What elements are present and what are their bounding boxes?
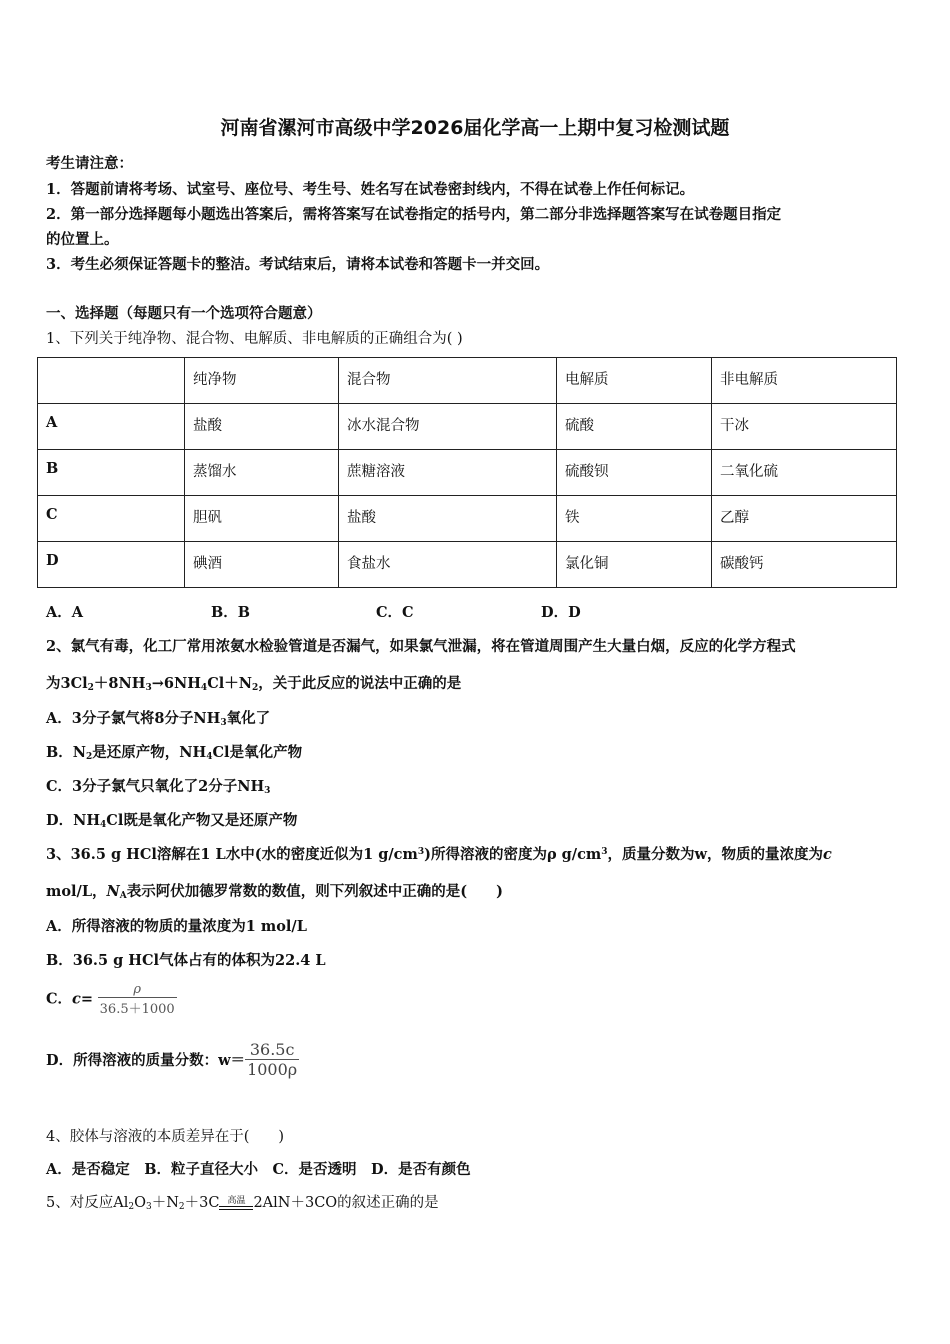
option-text: D．NH <box>46 812 101 829</box>
q1-option-b: B．B <box>211 604 251 621</box>
q3-option-c <box>46 982 177 1017</box>
option-text: C． <box>46 990 73 1008</box>
table-row <box>38 450 897 496</box>
fraction-numerator: 36.5c <box>245 1040 299 1060</box>
stem-text: ＋N <box>151 1195 179 1211</box>
table-cell: 盐酸 <box>339 496 557 542</box>
eq-text: ，关于此反应的说法中正确的是 <box>258 675 462 692</box>
table-cell: D <box>38 542 185 588</box>
option-text: = <box>80 990 94 1008</box>
table-cell: 胆矾 <box>185 496 339 542</box>
eq-sub: 3 <box>145 683 152 693</box>
page-title: 河南省漯河市高级中学2026届化学高一上期中复习检测试题 <box>220 117 730 139</box>
eq-sub: 2 <box>252 683 259 693</box>
stem-text: 3、36.5 g HCl溶解在1 L水中(水的密度近似为1 g/cm <box>46 846 418 863</box>
table-cell: 冰水混合物 <box>339 404 557 450</box>
stem-sub: 2 <box>178 1202 185 1212</box>
table-cell: 硫酸 <box>557 404 712 450</box>
table-header-cell: 电解质 <box>557 358 712 404</box>
q5-stem <box>46 1191 439 1212</box>
stem-sup: 3 <box>417 847 425 857</box>
table-cell: 蔗糖溶液 <box>339 450 557 496</box>
table-header-cell: 混合物 <box>339 358 557 404</box>
table-cell: 食盐水 <box>339 542 557 588</box>
reaction-condition <box>219 1196 253 1210</box>
q2-option-b <box>46 741 302 762</box>
table-header-cell: 非电解质 <box>712 358 897 404</box>
table-cell <box>38 358 185 404</box>
stem-text: )所得溶液的密度为ρ g/cm <box>424 846 602 863</box>
notice-item-3: 3．考生必须保证答题卡的整洁。考试结束后，请将本试卷和答题卡一并交回。 <box>46 256 550 273</box>
table-cell: 乙醇 <box>712 496 897 542</box>
equals-bar <box>219 1206 253 1210</box>
eq-text: ＋8NH <box>93 675 146 692</box>
eq-text: 为3Cl <box>46 675 88 692</box>
stem-sub: 2 <box>128 1202 135 1212</box>
condition-label: 高温 <box>227 1196 246 1206</box>
notice-item-1: 1．答题前请将考场、试室号、座位号、考生号、姓名写在试卷密封线内，不得在试卷上作任何标记。 <box>46 181 695 198</box>
stem-var: N <box>106 883 120 900</box>
table-header-cell: 纯净物 <box>185 358 339 404</box>
q2-option-d <box>46 809 297 830</box>
q1-option-d: D．D <box>541 604 581 621</box>
stem-text: 2AlN＋3CO的叙述正确的是 <box>253 1195 439 1211</box>
option-text: A．3分子氯气将8分子NH <box>46 710 221 727</box>
stem-sub: A <box>119 891 127 901</box>
eq-text: →6NH <box>151 675 201 692</box>
fraction <box>245 1040 299 1079</box>
table-cell: 硫酸钡 <box>557 450 712 496</box>
table-row <box>38 496 897 542</box>
table-cell: 碳酸钙 <box>712 542 897 588</box>
q4-options: A．是否稳定 B．粒子直径大小 C．是否透明 D．是否有颜色 <box>46 1161 471 1178</box>
q4-stem: 4、胶体与溶液的本质差异在于( ) <box>46 1129 285 1145</box>
eq-text: Cl＋N <box>207 675 252 692</box>
fraction-numerator: ρ <box>98 982 177 998</box>
q1-option-a: A．A <box>46 604 84 621</box>
option-text: 是还原产物，NH <box>92 744 207 761</box>
table-cell: 二氧化硫 <box>712 450 897 496</box>
eq-sub: 2 <box>87 683 94 693</box>
q2-option-c <box>46 775 270 796</box>
stem-text: ＋3C <box>184 1195 220 1211</box>
notice-item-2: 2．第一部分选择题每小题选出答案后，需将答案写在试卷指定的括号内，第二部分非选择题答案写在试卷题目指定 <box>46 206 782 223</box>
stem-text: ，质量分数为w，物质的量浓度为 <box>607 846 824 863</box>
table-row <box>38 404 897 450</box>
q3-option-a: A．所得溶液的物质的量浓度为1 mol/L <box>46 918 307 935</box>
notice-heading: 考生请注意： <box>46 155 133 172</box>
option-text: Cl是氧化产物 <box>212 744 303 761</box>
q3-stem-2 <box>46 880 503 901</box>
table-cell: 铁 <box>557 496 712 542</box>
notice-item-2-cont: 的位置上。 <box>46 231 119 248</box>
stem-sup: 3 <box>601 847 608 857</box>
q3-option-d <box>46 1040 299 1079</box>
stem-text: 5、对反应Al <box>46 1195 129 1211</box>
q3-option-b: B．36.5 g HCl气体占有的体积为22.4 L <box>46 952 326 969</box>
q1-table <box>37 357 897 588</box>
stem-text: 表示阿伏加德罗常数的数值，则下列叙述中正确的是( ) <box>126 883 503 900</box>
table-row <box>38 542 897 588</box>
q2-option-a <box>46 707 270 728</box>
section-heading: 一、选择题（每题只有一个选项符合题意） <box>46 305 322 322</box>
fraction-denominator: 1000ρ <box>247 1060 298 1079</box>
stem-var: c <box>823 846 832 863</box>
table-cell: B <box>38 450 185 496</box>
option-sub: 4 <box>100 820 107 830</box>
option-sub: 2 <box>86 752 93 762</box>
option-text: 氧化了 <box>226 710 271 727</box>
q1-stem: 1、下列关于纯净物、混合物、电解质、非电解质的正确组合为( ) <box>46 331 463 347</box>
option-text: D．所得溶液的质量分数：w＝ <box>46 1052 246 1069</box>
option-sub: 3 <box>220 718 227 728</box>
eq-sub: 4 <box>200 683 208 693</box>
stem-text: mol/L， <box>46 883 107 900</box>
q2-stem: 2、氯气有毒，化工厂常用浓氨水检验管道是否漏气，如果氯气泄漏，将在管道周围产生大量白烟，反应的化学方程式 <box>46 638 796 655</box>
q3-stem-1 <box>46 843 832 864</box>
table-cell: 蒸馏水 <box>185 450 339 496</box>
table-cell: 氯化铜 <box>557 542 712 588</box>
q2-equation <box>46 672 461 693</box>
q1-option-c: C．C <box>376 604 414 621</box>
stem-text: O <box>134 1195 146 1211</box>
option-text: C．3分子氯气只氧化了2分子NH <box>46 778 265 795</box>
option-sub: 4 <box>206 752 213 762</box>
fraction <box>98 982 177 1017</box>
option-var: c <box>72 990 81 1008</box>
option-sub: 3 <box>264 786 271 796</box>
table-cell: 碘酒 <box>185 542 339 588</box>
table-cell: A <box>38 404 185 450</box>
option-text: Cl既是氧化产物又是还原产物 <box>106 812 298 829</box>
stem-sub: 3 <box>145 1202 152 1212</box>
fraction-denominator: 36.5＋1000 <box>99 1002 175 1017</box>
table-cell: C <box>38 496 185 542</box>
table-cell: 盐酸 <box>185 404 339 450</box>
table-header-row <box>38 358 897 404</box>
q1-options <box>46 601 581 622</box>
option-text: B．N <box>46 744 87 761</box>
table-cell: 干冰 <box>712 404 897 450</box>
